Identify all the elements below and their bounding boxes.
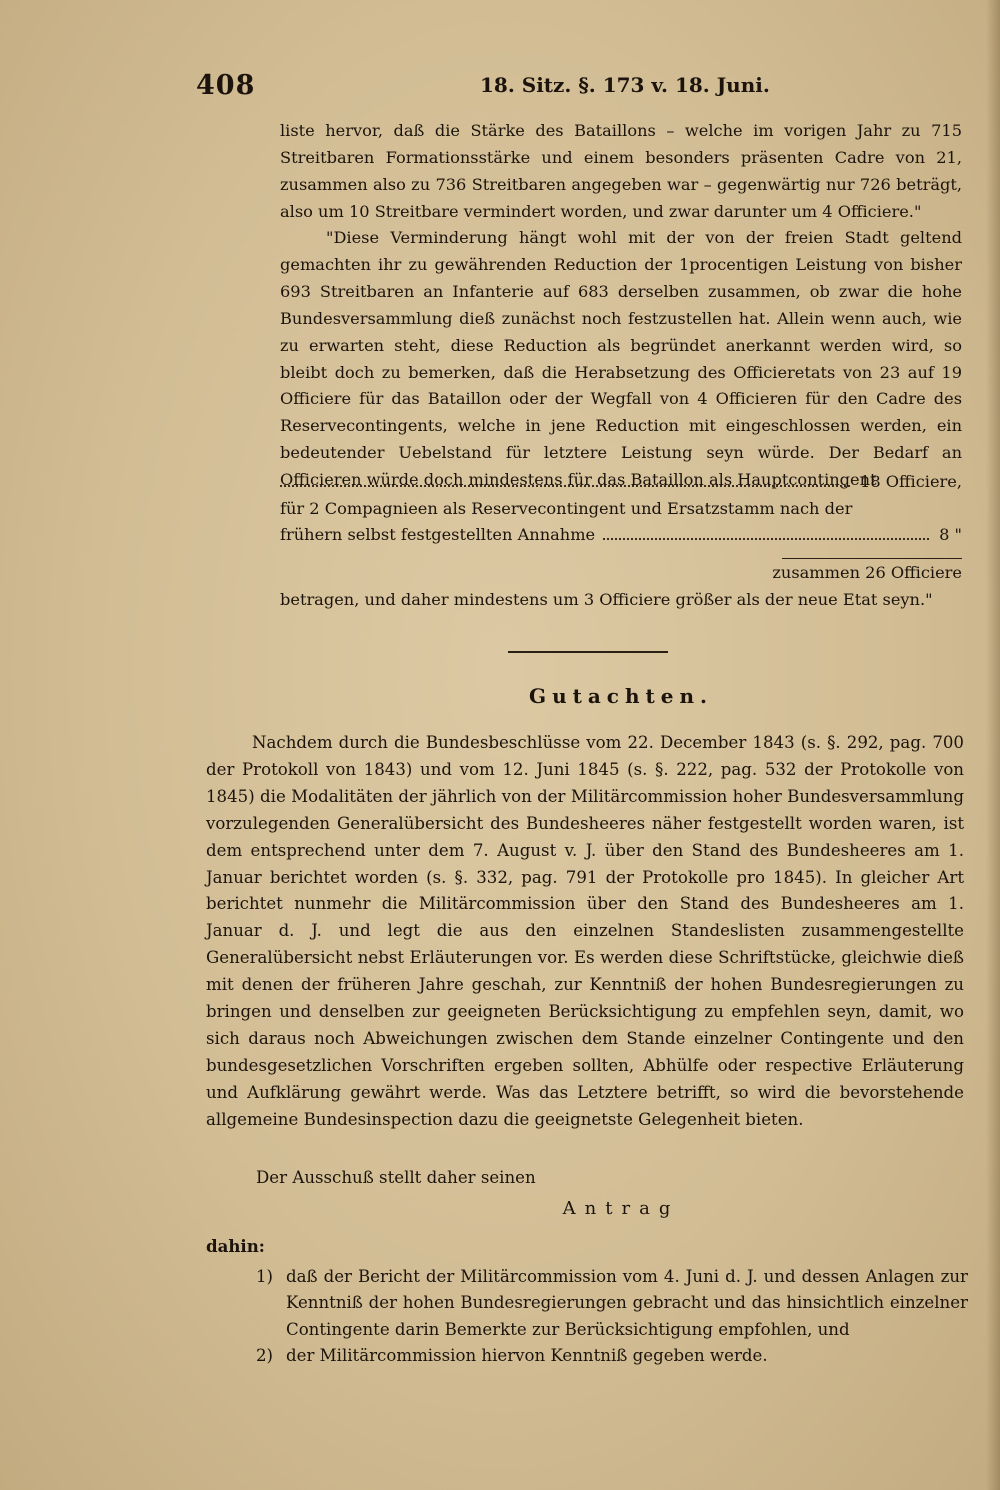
- dot-leader: [603, 538, 929, 540]
- antrag-dahin: dahin:: [206, 1236, 265, 1256]
- page-number: 408: [196, 70, 256, 101]
- table-row-hauptcontingent: [280, 472, 962, 499]
- report-paragraph-1: liste hervor, daß die Stärke des Bataillons – welche im vorigen Jahr zu 715 Streitbaren Formationsstärke und einem besonders präsenten Cadre von 21, zusammen also zu 736 Streitbaren angegeben war – gegenwärtig nur 726 beträgt, also um 10 Streitbare vermindert worden, und zwar darunter um 4 Officiere.": [280, 121, 962, 221]
- row-text: frühern selbst festgestellten Annahme: [280, 525, 596, 545]
- row-amount: 18 Officiere,: [860, 472, 962, 491]
- section-divider: [508, 651, 668, 653]
- report-quotation: [280, 118, 962, 494]
- gutachten-body: [206, 730, 964, 1134]
- antrag-list: [256, 1264, 968, 1369]
- report-closing: betragen, und daher mindestens um 3 Officiere größer als der neue Etat seyn.": [280, 590, 933, 610]
- row-text: für 2 Compagnieen als Reservecontingent und Ersatzstamm nach der: [280, 498, 853, 518]
- row-amount: 8 ": [939, 525, 962, 545]
- table-row-reservecontingent-b: [280, 525, 962, 552]
- list-item: [256, 1343, 968, 1369]
- running-header: 18. Sitz. §. 173 v. 18. Juni.: [480, 73, 770, 97]
- item-text: daß der Bericht der Militärcommission vom 4. Juni d. J. und dessen Anlagen zur Kenntniß der hohen Bundesregierungen gebracht und das hinsichtlich einzelner Contingente darin Bemerkte zur Berücksichtigung empfohlen, und: [286, 1267, 968, 1339]
- list-item: [256, 1264, 968, 1343]
- dot-leader: [280, 485, 850, 487]
- gutachten-heading: Gutachten.: [528, 684, 713, 708]
- gutachten-paragraph: Nachdem durch die Bundesbeschlüsse vom 22. December 1843 (s. §. 292, pag. 700 der Protokoll von 1843) und vom 12. Juni 1845 (s. §. 222, pag. 532 der Protokolle von 1845) die Modalitäten der jährlich von der Militärcommission hoher Bundesversammlung vorzulegenden Generalübersicht des Bundesheeres näher festgestellt worden waren, ist dem entsprechend unter dem 7. August v. J. über den Stand des Bundesheeres am 1. Januar berichtet worden (s. §. 332, pag. 791 der Protokolle pro 1845). In gleicher Art berichtet nunmehr die Militärcommission über den Stand des Bundesheeres am 1. Januar d. J. und legt die aus den einzelnen Standeslisten zusammengestellte Generalübersicht nebst Erläuterungen vor. Es werden diese Schriftstücke, gleichwie dieß mit denen der früheren Jahre geschah, zur Kenntniß der hohen Bundesregierungen zu bringen und denselben zur geeigneten Berücksichtigung zu empfehlen seyn, damit, wo sich daraus noch Abweichungen zwischen dem Stande einzelner Contingente und den bundesgesetzlichen Vorschriften ergeben sollten, Abhülfe oder respective Erläuterung und Aufklärung gewährt werde. Was das Letztere betrifft, so wird die bevorstehende allgemeine Bundesinspection dazu die geeignetste Gelegenheit bieten.: [206, 733, 964, 1129]
- item-number: 2): [256, 1345, 274, 1365]
- item-text: der Militärcommission hiervon Kenntniß gegeben werde.: [286, 1345, 768, 1365]
- antrag-heading: Antrag: [562, 1198, 680, 1219]
- table-total: zusammen 26 Officiere: [772, 563, 962, 583]
- officer-requirement-table: [280, 472, 962, 613]
- report-paragraph-2: "Diese Verminderung hängt wohl mit der von der freien Stadt geltend gemachten ihr zu gewährenden Reduction der 1procentigen Leistung von bisher 693 Streitbaren an Infanterie auf 683 derselben zusammen, ob zwar die hohe Bundesversammlung dieß zunächst noch festzustellen hat. Allein wenn auch, wie zu erwarten steht, diese Reduction als begründet anerkannt werden wird, so bleibt doch zu bemerken, daß die Herabsetzung des Officieretats von 23 auf 19 Officiere für das Bataillon oder der Wegfall von 4 Officieren für den Cadre des Reservecontingents, welche in jene Reduction mit eingeschlossen werden, ein bedeutender Uebelstand für letztere Leistung seyn würde. Der Bedarf an Officieren würde doch mindestens für das Bataillon als Hauptcontingent: [280, 228, 962, 489]
- table-row-reservecontingent-a: [280, 499, 962, 526]
- page-edge-shadow: [986, 0, 1000, 1490]
- antrag-intro: Der Ausschuß stellt daher seinen: [256, 1168, 536, 1187]
- item-number: 1): [256, 1267, 274, 1286]
